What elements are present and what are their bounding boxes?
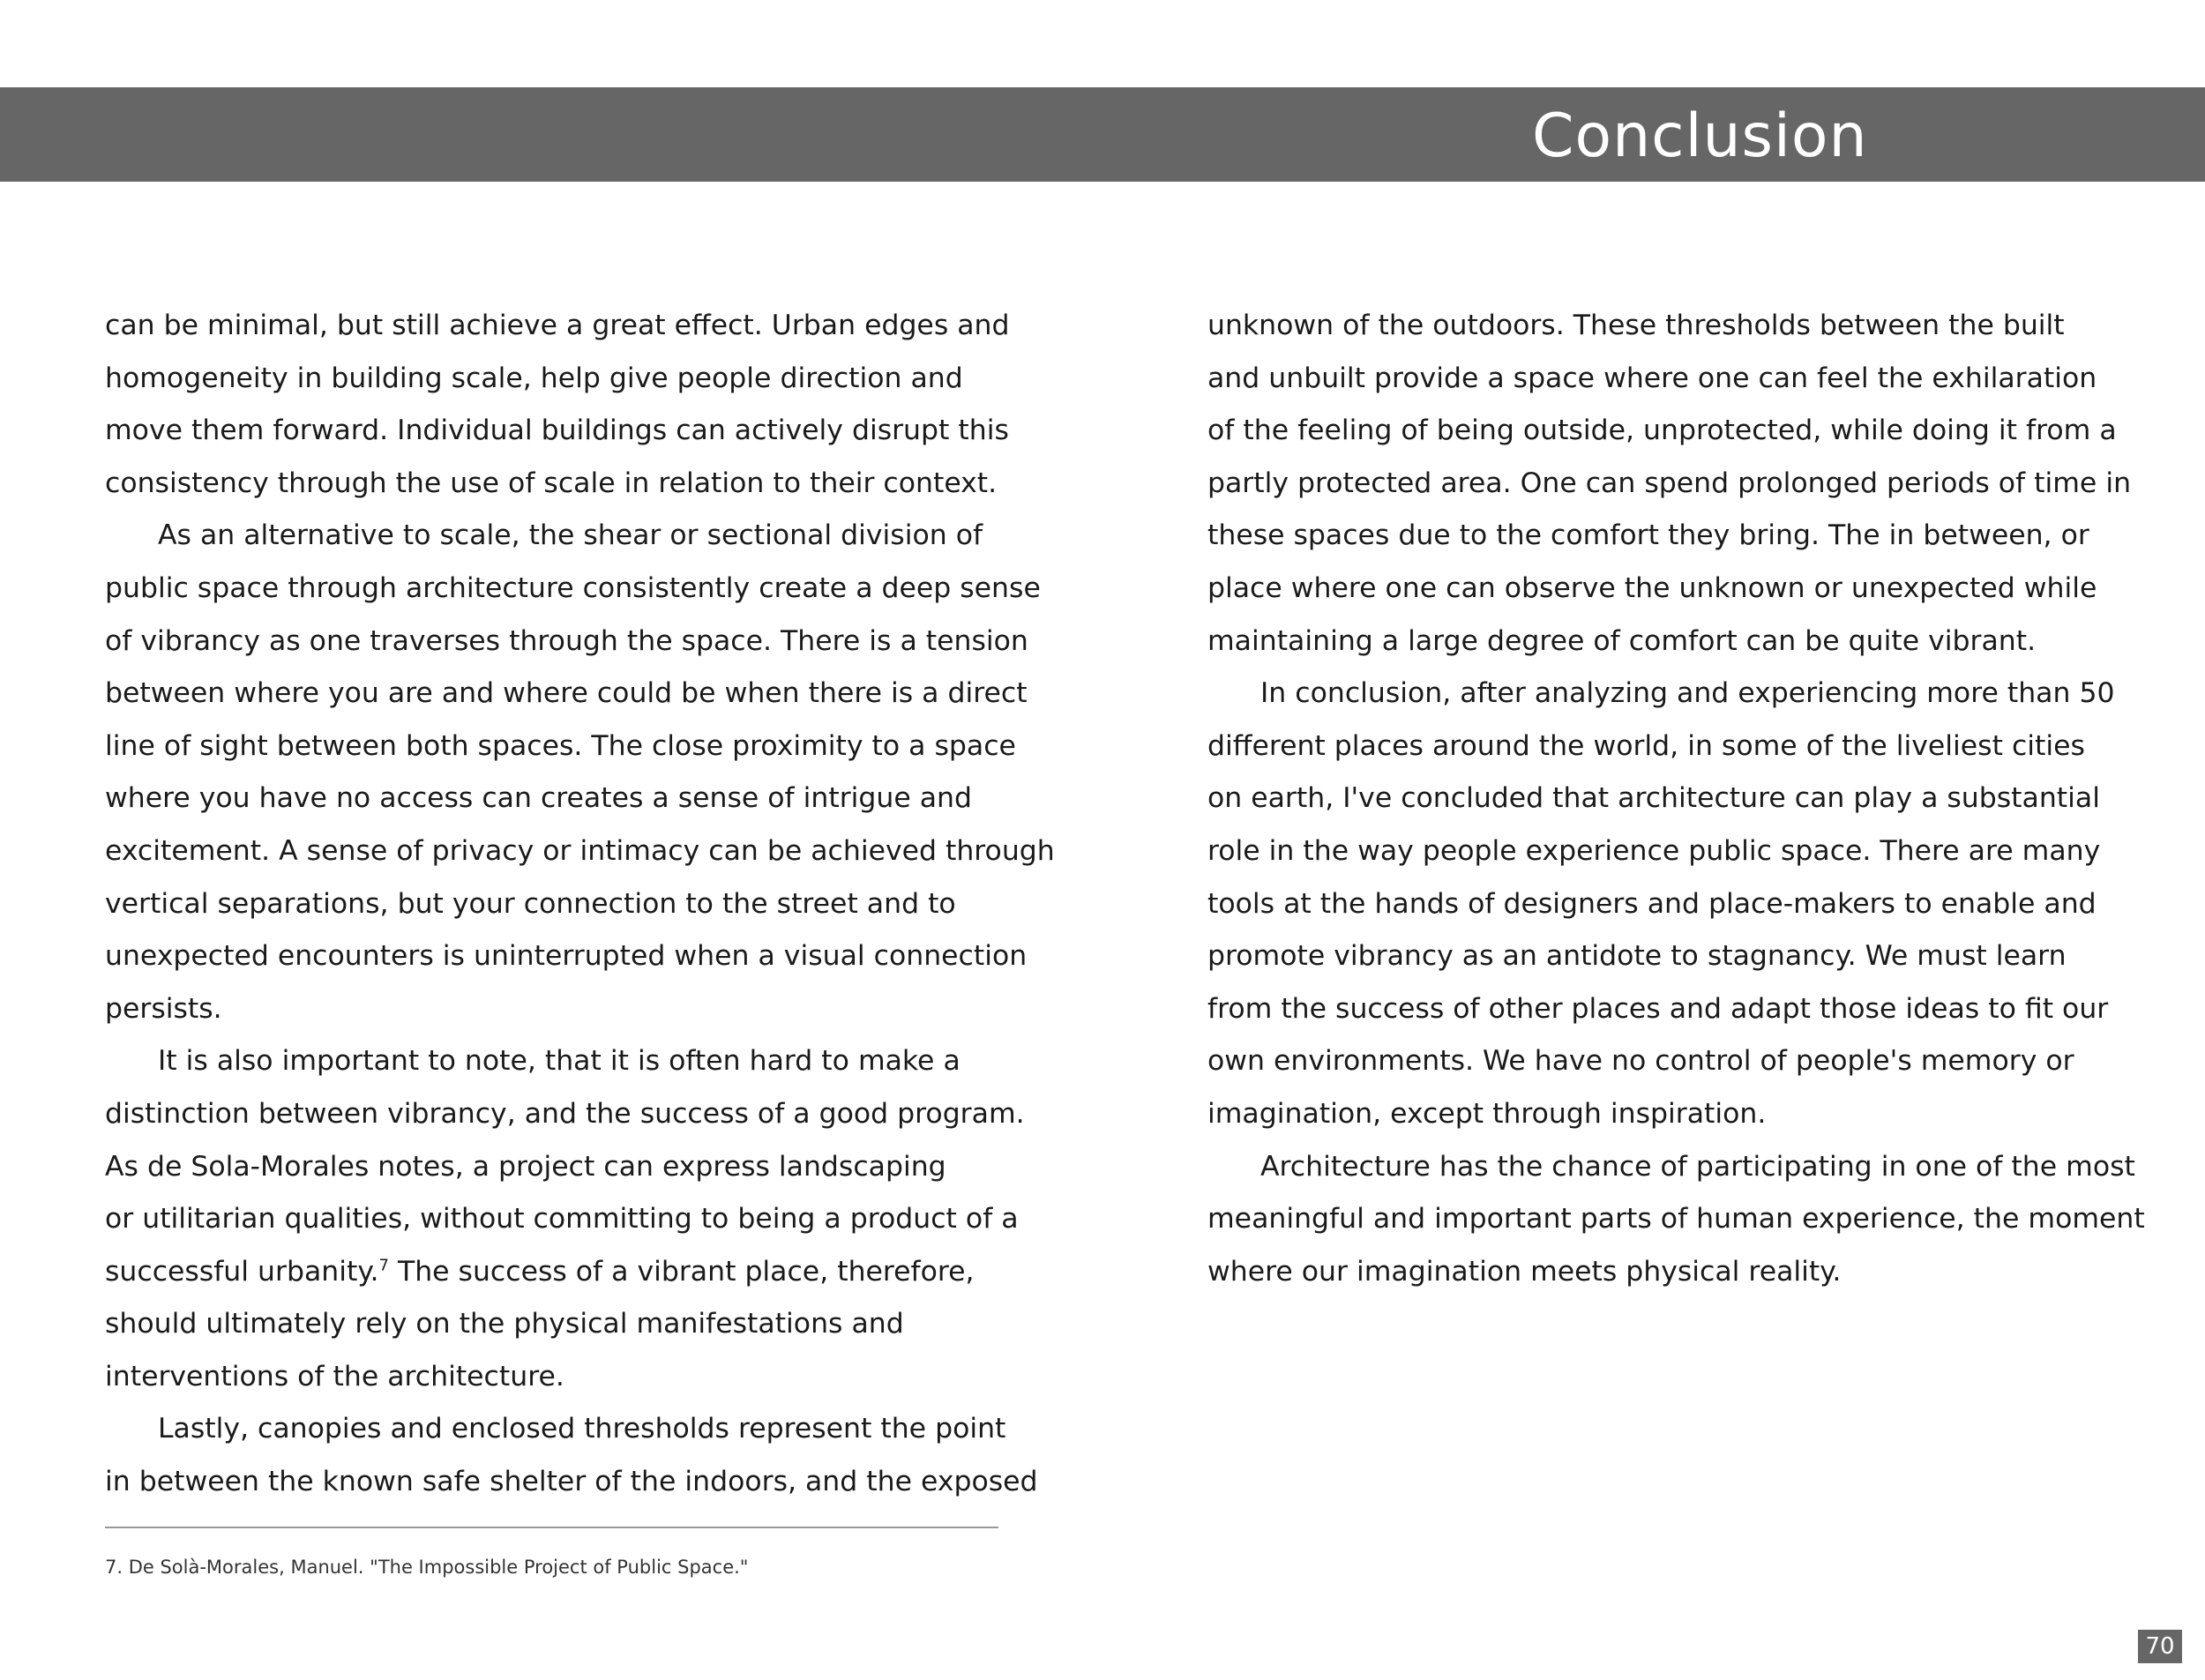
paragraph-first-line: Lastly, canopies and enclosed thresholds represent the point <box>158 1413 1006 1445</box>
text-line: should ultimately rely on the physical manifestations and <box>105 1308 904 1340</box>
text-segment: The success of a vibrant place, therefore, <box>388 1255 975 1288</box>
text-line: imagination, except through inspiration. <box>1207 1097 1767 1130</box>
text-line: between where you are and where could be when there is a direct <box>105 677 1028 710</box>
text-line: homogeneity in building scale, help give people direction and <box>105 362 963 394</box>
text-line: As de Sola-Morales notes, a project can express landscaping <box>105 1150 946 1183</box>
text-line: place where one can observe the unknown or unexpected while <box>1207 571 2097 604</box>
page-number: 70 <box>2138 1630 2182 1663</box>
text-line: different places around the world, in some of the liveliest cities <box>1207 729 2085 762</box>
text-line: vertical separations, but your connection to the street and to <box>105 887 956 920</box>
text-line: public space through architecture consistently create a deep sense <box>105 571 1041 604</box>
text-line: persists. <box>105 992 222 1025</box>
text-line: on earth, I've concluded that architecture can play a substantial <box>1207 782 2100 815</box>
text-line: where our imagination meets physical reality. <box>1207 1255 1842 1288</box>
text-line: consistency through the use of scale in relation to their context. <box>105 467 998 499</box>
text-line: own environments. We have no control of people's memory or <box>1207 1045 2074 1078</box>
text-line: or utilitarian qualities, without committing to being a product of a <box>105 1203 1019 1236</box>
footnote-reference: 7 <box>378 1256 389 1275</box>
text-line: and unbuilt provide a space where one can feel the exhilaration <box>1207 362 2097 394</box>
text-line: promote vibrancy as an antidote to stagnancy. We must learn <box>1207 940 2067 973</box>
page-title: Conclusion <box>1532 101 1868 171</box>
header-bar <box>0 87 2205 182</box>
text-line: unexpected encounters is uninterrupted when a visual connection <box>105 940 1028 973</box>
paragraph-first-line: In conclusion, after analyzing and experiencing more than 50 <box>1260 677 2115 710</box>
text-line: unknown of the outdoors. These thresholds between the built <box>1207 310 2065 341</box>
text-line: meaningful and important parts of human experience, the moment <box>1207 1203 2145 1236</box>
text-line: these spaces due to the comfort they bring. The in between, or <box>1207 519 2089 552</box>
text-line: of the feeling of being outside, unprotected, while doing it from a <box>1207 414 2117 447</box>
text-line: distinction between vibrancy, and the success of a good program. <box>105 1097 1025 1130</box>
footnote: 7. De Solà-Morales, Manuel. "The Impossible Project of Public Space." <box>105 1557 749 1578</box>
right-text-column <box>1207 300 2145 1298</box>
paragraph-first-line: It is also important to note, that it is often hard to make a <box>158 1045 960 1078</box>
text-line: from the success of other places and adapt those ideas to fit our <box>1207 992 2109 1025</box>
text-line: maintaining a large degree of comfort can be quite vibrant. <box>1207 624 2037 657</box>
text-line-with-footnote <box>105 1246 1005 1299</box>
text-line: role in the way people experience public space. There are many <box>1207 834 2101 867</box>
text-line: where you have no access can creates a sense of intrigue and <box>105 782 973 815</box>
text-line: of vibrancy as one traverses through the space. There is a tension <box>105 624 1028 657</box>
paragraph-first-line: Architecture has the chance of participating in one of the most <box>1260 1150 2135 1183</box>
text-line: excitement. A sense of privacy or intimacy can be achieved through <box>105 834 1055 867</box>
text-line: in between the known safe shelter of the indoors, and the exposed <box>105 1466 1038 1498</box>
text-segment: successful urbanity. <box>105 1255 379 1288</box>
text-line: interventions of the architecture. <box>105 1360 564 1393</box>
text-line: can be minimal, but still achieve a great effect. Urban edges and <box>105 310 1010 341</box>
paragraph-first-line: As an alternative to scale, the shear or sectional division of <box>158 519 983 552</box>
left-text-column <box>105 300 1055 1509</box>
text-line: tools at the hands of designers and place-makers to enable and <box>1207 887 2097 920</box>
footnote-divider <box>105 1527 998 1528</box>
text-line: partly protected area. One can spend prolonged periods of time in <box>1207 467 2132 499</box>
text-line: line of sight between both spaces. The close proximity to a space <box>105 729 1016 762</box>
text-line: move them forward. Individual buildings can actively disrupt this <box>105 414 1009 447</box>
